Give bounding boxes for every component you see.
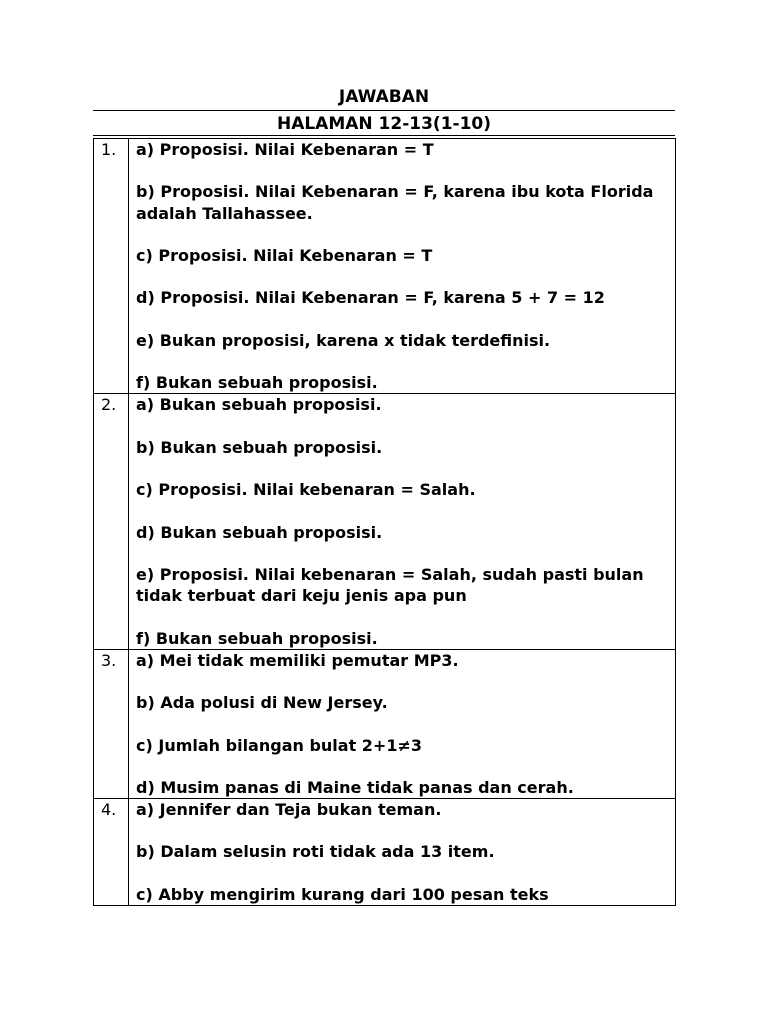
answer-item: b) Bukan sebuah proposisi.: [136, 437, 383, 457]
answer-cell: [129, 139, 676, 394]
page-title: JAWABAN: [338, 87, 430, 107]
row-number: 1.: [94, 139, 129, 394]
answer-item: e) Proposisi. Nilai kebenaran = Salah, sudah pasti bulan tidak terbuat dari keju jenis apa pun: [136, 564, 644, 606]
page-subtitle: HALAMAN 12-13(1-10): [276, 114, 492, 134]
answer-item: f) Bukan sebuah proposisi.: [136, 373, 378, 393]
row-number: 2.: [94, 394, 129, 649]
answer-cell: [129, 649, 676, 798]
answer-row-1: [94, 139, 676, 394]
answer-item: a) Bukan sebuah proposisi.: [136, 395, 382, 415]
answer-cell: [129, 394, 676, 649]
subtitle-divider: [93, 135, 675, 136]
title-divider: [93, 110, 675, 111]
answer-item: a) Jennifer dan Teja bukan teman.: [136, 800, 442, 820]
answer-item: b) Ada polusi di New Jersey.: [136, 693, 388, 713]
answer-row-4: [94, 799, 676, 906]
answer-item: f) Bukan sebuah proposisi.: [136, 628, 378, 648]
answer-item: c) Proposisi. Nilai Kebenaran = T: [136, 245, 433, 265]
answer-item: a) Mei tidak memiliki pemutar MP3.: [136, 650, 459, 670]
answer-item: d) Musim panas di Maine tidak panas dan cerah.: [136, 777, 574, 797]
answer-item: c) Proposisi. Nilai kebenaran = Salah.: [136, 480, 476, 500]
answer-item: c) Jumlah bilangan bulat 2+1≠3: [136, 735, 422, 755]
answer-row-2: [94, 394, 676, 649]
answer-row-3: [94, 649, 676, 798]
answer-item: a) Proposisi. Nilai Kebenaran = T: [136, 140, 434, 159]
answer-item: d) Bukan sebuah proposisi.: [136, 522, 383, 542]
answer-cell: [129, 799, 676, 906]
answer-item: e) Bukan proposisi, karena x tidak terdefinisi.: [136, 330, 551, 350]
answer-item: d) Proposisi. Nilai Kebenaran = F, karena 5 + 7 = 12: [136, 288, 605, 308]
answers-table: [93, 138, 676, 906]
row-number: 3.: [94, 649, 129, 798]
answer-item: c) Abby mengirim kurang dari 100 pesan teks: [136, 884, 549, 904]
row-number: 4.: [94, 799, 129, 906]
answer-item: b) Proposisi. Nilai Kebenaran = F, karena ibu kota Florida adalah Tallahassee.: [136, 182, 654, 223]
answer-item: b) Dalam selusin roti tidak ada 13 item.: [136, 842, 495, 862]
